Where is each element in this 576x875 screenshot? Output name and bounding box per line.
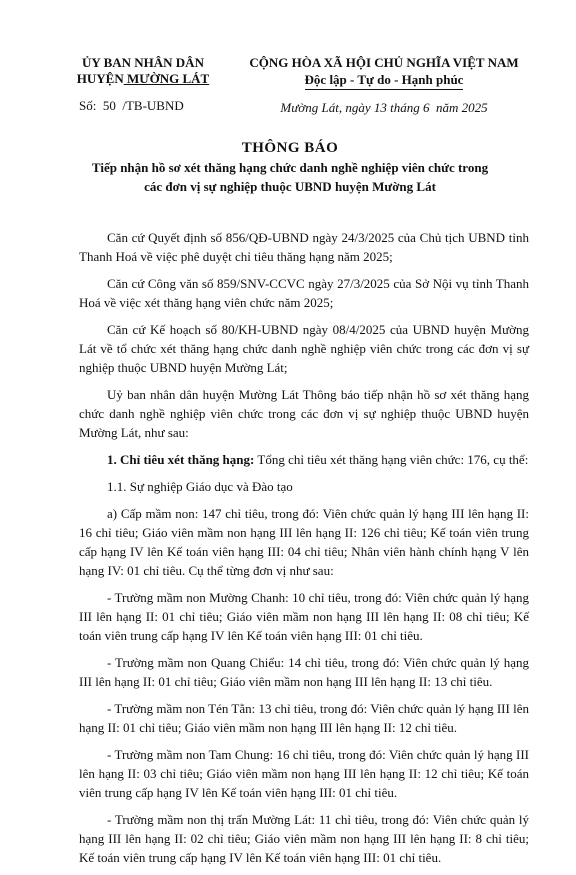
section-1-heading bbox=[79, 450, 529, 469]
announcement-paragraph: Uỷ ban nhân dân huyện Mường Lát Thông báo tiếp nhận hồ sơ xét thăng hạng chức danh nghề nghiệp viên chức trong các đơn vị sự nghiệp thuộc UBND huyện Mường Lát, như sau: bbox=[79, 387, 529, 440]
subsection-1-1-heading: 1.1. Sự nghiệp Giáo dục và Đào tạo bbox=[107, 479, 293, 494]
school-quota-muong-chanh: - Trường mầm non Mường Chanh: 10 chỉ tiêu, trong đó: Viên chức quản lý hạng III lên hạng II: 01 chỉ tiêu; Giáo viên mầm non hạng III lên hạng II: 08 chỉ tiêu; Kế toán viên trung cấp hạng IV lên Kế toán viên hạng III: 01 chỉ tiêu. bbox=[79, 590, 529, 643]
document-subject-line2: các đơn vị sự nghiệp thuộc UBND huyện Mường Lát bbox=[144, 179, 436, 194]
section-1-heading-label: 1. Chỉ tiêu xét thăng hạng: bbox=[107, 452, 255, 467]
authority-name-line2 bbox=[68, 71, 218, 87]
legal-basis-paragraph-2: Căn cứ Công văn số 859/SNV-CCVC ngày 27/3/2025 của Sở Nội vụ tỉnh Thanh Hoá về việc xét thăng hạng viên chức năm 2025; bbox=[79, 276, 529, 310]
legal-basis-paragraph-1: Căn cứ Quyết định số 856/QĐ-UBND ngày 24/3/2025 của Chủ tịch UBND tỉnh Thanh Hoá về việc phê duyệt chỉ tiêu thăng hạng năm 2025; bbox=[79, 230, 529, 264]
school-quota-ten-tan: - Trường mầm non Tén Tằn: 13 chỉ tiêu, trong đó: Viên chức quản lý hạng III lên hạng II: 01 chỉ tiêu; Giáo viên mầm non hạng III lên hạng II: 12 chỉ tiêu. bbox=[79, 701, 529, 735]
date-day: 13 bbox=[373, 100, 387, 115]
legal-basis-paragraph-3: Căn cứ Kế hoạch số 80/KH-UBND ngày 08/4/2025 của UBND huyện Mường Lát về tổ chức xét thăng hạng chức danh nghề nghiệp viên chức trong các đơn vị sự nghiệp thuộc UBND huyện Mường Lát; bbox=[79, 322, 529, 375]
place-date-prefix: Mường Lát, ngày bbox=[280, 100, 371, 115]
school-quota-thi-tran-muong-lat: - Trường mầm non thị trấn Mường Lát: 11 chỉ tiêu, trong đó: Viên chức quản lý hạng III lên hạng II: 02 chỉ tiêu; Giáo viên mầm non hạng III lên hạng II: 8 chỉ tiêu; Kế toán viên trung cấp hạng IV lên Kế toán viên hạng III: 01 chỉ tiêu. bbox=[79, 812, 529, 865]
school-quota-quang-chieu: - Trường mầm non Quang Chiểu: 14 chỉ tiêu, trong đó: Viên chức quản lý hạng III lên hạng II: 01 chỉ tiêu; Giáo viên mầm non hạng III lên hạng II: 13 chỉ tiêu. bbox=[79, 655, 529, 689]
document-body bbox=[79, 228, 529, 875]
national-header-block bbox=[236, 55, 532, 116]
national-title: CỘNG HÒA XÃ HỘI CHỦ NGHĨA VIỆT NAM bbox=[249, 55, 519, 70]
school-quota-tam-chung: - Trường mầm non Tam Chung: 16 chỉ tiêu, trong đó: Viên chức quản lý hạng III lên hạng II: 03 chỉ tiêu; Giáo viên mầm non hạng III lên hạng II: 12 chỉ tiêu; Kế toán viên trung cấp hạng IV lên Kế toán viên hạng III: 01 chỉ tiêu. bbox=[79, 747, 529, 800]
document-number bbox=[68, 98, 218, 114]
place-date bbox=[236, 100, 532, 116]
date-year: năm 2025 bbox=[435, 100, 488, 115]
section-1-heading-text: Tổng chỉ tiêu xét thăng hạng viên chức: 176, cụ thể: bbox=[254, 452, 529, 467]
authority-name-line1: ỦY BAN NHÂN DÂN bbox=[82, 55, 204, 70]
document-subject-line1: Tiếp nhận hồ sơ xét thăng hạng chức danh nghề nghiệp viên chức trong bbox=[91, 160, 489, 175]
document-number-prefix: Số: bbox=[79, 98, 97, 113]
date-month-label: tháng bbox=[390, 100, 420, 115]
national-motto: Độc lập - Tự do - Hạnh phúc bbox=[305, 71, 464, 90]
authority-name-line2-prefix: HUYỆN bbox=[76, 71, 124, 86]
date-month: 6 bbox=[422, 100, 430, 115]
document-title-block bbox=[40, 140, 540, 195]
document-type: THÔNG BÁO bbox=[241, 140, 339, 156]
issuing-authority-block bbox=[68, 55, 218, 114]
preschool-quota-paragraph: a) Cấp mầm non: 147 chỉ tiêu, trong đó: Viên chức quản lý hạng III lên hạng II: 16 chỉ tiêu; Giáo viên mầm non hạng III lên hạng II: 126 chỉ tiêu; Kế toán viên trung cấp hạng IV lên Kế toán viên hạng III: 04 chỉ tiêu; Nhân viên hành chính hạng V lên hạng IV: 01 chỉ tiêu. Cụ thể từng đơn vị như sau: bbox=[79, 506, 529, 578]
document-number-suffix: /TB-UBND bbox=[122, 98, 184, 113]
authority-name-line2-underlined: MƯỜNG LÁT bbox=[123, 71, 210, 86]
document-number-value: 50 bbox=[102, 98, 116, 113]
